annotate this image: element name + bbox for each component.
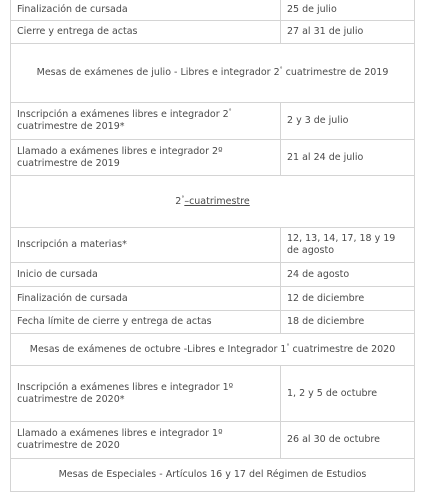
- row-label: Finalización de cursada: [11, 0, 281, 21]
- row-value: 25 de julio: [281, 0, 415, 21]
- row-value: 2 y 3 de julio: [281, 103, 415, 140]
- section-heading-row: [11, 334, 415, 366]
- table-row: [11, 103, 415, 140]
- row-value: 1, 2 y 5 de octubre: [281, 366, 415, 422]
- section-heading-row: [11, 44, 415, 103]
- row-value: 24 de agosto: [281, 263, 415, 287]
- calendar-table: [10, 0, 415, 492]
- table-row: [11, 366, 415, 422]
- row-label: Inscripción a exámenes libres e integrador 2° cuatrimestre de 2019*: [11, 103, 281, 140]
- section-heading: Mesas de exámenes de octubre -Libres e Integrador 1° cuatrimestre de 2020: [11, 334, 415, 366]
- row-label: Finalización de cursada: [11, 287, 281, 311]
- row-label: Cierre y entrega de actas: [11, 21, 281, 44]
- row-label: Inscripción a materias*: [11, 228, 281, 263]
- row-value: 18 de diciembre: [281, 311, 415, 334]
- table-row: [11, 263, 415, 287]
- section-heading: Mesas de Especiales - Artículos 16 y 17 del Régimen de Estudios: [11, 459, 415, 492]
- row-value: 26 al 30 de octubre: [281, 422, 415, 459]
- row-value: 21 al 24 de julio: [281, 140, 415, 176]
- row-label: Llamado a exámenes libres e integrador 2º cuatrimestre de 2019: [11, 140, 281, 176]
- row-label: Inicio de cursada: [11, 263, 281, 287]
- table-row: [11, 287, 415, 311]
- table-row: [11, 140, 415, 176]
- row-label: Fecha límite de cierre y entrega de actas: [11, 311, 281, 334]
- table-row: [11, 228, 415, 263]
- table-row: [11, 311, 415, 334]
- table-row: [11, 21, 415, 44]
- section-heading: 2°–cuatrimestre: [11, 176, 415, 228]
- table-row: [11, 422, 415, 459]
- section-heading-row: [11, 176, 415, 228]
- row-label: Inscripción a exámenes libres e integrador 1º cuatrimestre de 2020*: [11, 366, 281, 422]
- section-heading-row: [11, 459, 415, 492]
- row-value: 12 de diciembre: [281, 287, 415, 311]
- section-heading: Mesas de exámenes de julio - Libres e integrador 2° cuatrimestre de 2019: [11, 44, 415, 103]
- row-value: 27 al 31 de julio: [281, 21, 415, 44]
- row-value: 12, 13, 14, 17, 18 y 19 de agosto: [281, 228, 415, 263]
- row-label: Llamado a exámenes libres e integrador 1º cuatrimestre de 2020: [11, 422, 281, 459]
- table-row: [11, 0, 415, 21]
